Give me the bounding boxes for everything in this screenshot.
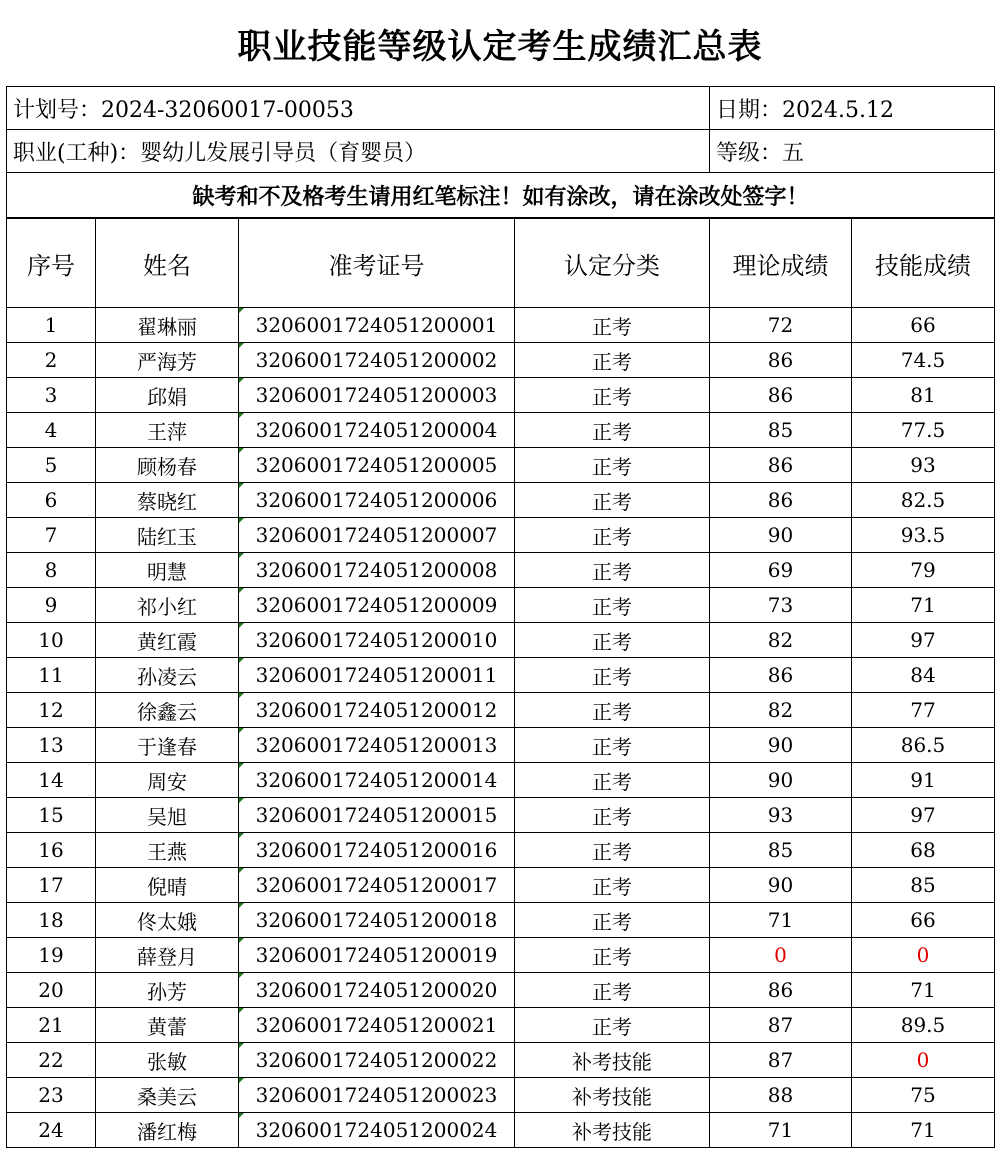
cell-name[interactable]: 蔡晓红 <box>96 483 239 518</box>
text-format-marker-icon <box>239 448 244 453</box>
cell-category[interactable]: 正考 <box>515 938 710 973</box>
cell-name[interactable]: 王萍 <box>96 413 239 448</box>
table-row <box>7 1008 995 1043</box>
text-format-marker-icon <box>239 903 244 908</box>
table-row <box>7 728 995 763</box>
text-format-marker-icon <box>239 483 244 488</box>
cell-category[interactable]: 补考技能 <box>515 1078 710 1113</box>
cell-name[interactable]: 王燕 <box>96 833 239 868</box>
cell-skill-score[interactable]: 68 <box>852 833 995 868</box>
cell-exam-id[interactable]: 3206001724051200003 <box>239 378 515 413</box>
table-row <box>7 448 995 483</box>
cell-category[interactable]: 正考 <box>515 483 710 518</box>
cell-index[interactable]: 18 <box>7 903 96 938</box>
cell-skill-score[interactable]: 86.5 <box>852 728 995 763</box>
cell-skill-score[interactable]: 91 <box>852 763 995 798</box>
table-row <box>7 518 995 553</box>
cell-index[interactable]: 17 <box>7 868 96 903</box>
cell-category[interactable]: 正考 <box>515 868 710 903</box>
cell-theory-score[interactable]: 71 <box>710 1113 852 1148</box>
notice-text[interactable]: 缺考和不及格考生请用红笔标注！如有涂改，请在涂改处签字！ <box>7 173 995 218</box>
text-format-marker-icon <box>239 1008 244 1013</box>
cell-index[interactable]: 4 <box>7 413 96 448</box>
cell-name[interactable]: 黄蕾 <box>96 1008 239 1043</box>
table-row <box>7 938 995 973</box>
cell-index[interactable]: 24 <box>7 1113 96 1148</box>
cell-index[interactable]: 16 <box>7 833 96 868</box>
table-row <box>7 903 995 938</box>
cell-skill-score[interactable]: 93.5 <box>852 518 995 553</box>
cell-index[interactable]: 7 <box>7 518 96 553</box>
cell-exam-id[interactable]: 3206001724051200019 <box>239 938 515 973</box>
cell-skill-score[interactable]: 85 <box>852 868 995 903</box>
cell-skill-score[interactable]: 66 <box>852 903 995 938</box>
cell-category[interactable]: 正考 <box>515 518 710 553</box>
table-row <box>7 1078 995 1113</box>
info-row-plan <box>7 87 995 130</box>
text-format-marker-icon <box>239 308 244 313</box>
cell-theory-score[interactable]: 87 <box>710 1008 852 1043</box>
cell-theory-score[interactable]: 90 <box>710 518 852 553</box>
col-header-skill-score[interactable]: 技能成绩 <box>852 219 995 308</box>
cell-name[interactable]: 薛登月 <box>96 938 239 973</box>
cell-skill-score[interactable]: 97 <box>852 798 995 833</box>
cell-name[interactable]: 倪晴 <box>96 868 239 903</box>
cell-skill-score[interactable]: 66 <box>852 308 995 343</box>
cell-category[interactable]: 正考 <box>515 833 710 868</box>
table-row <box>7 868 995 903</box>
cell-skill-score[interactable]: 77.5 <box>852 413 995 448</box>
cell-theory-score[interactable]: 86 <box>710 483 852 518</box>
cell-theory-score[interactable]: 88 <box>710 1078 852 1113</box>
text-format-marker-icon <box>239 588 244 593</box>
cell-name[interactable]: 孙凌云 <box>96 658 239 693</box>
info-row-occupation <box>7 130 995 173</box>
cell-category[interactable]: 补考技能 <box>515 1113 710 1148</box>
text-format-marker-icon <box>239 413 244 418</box>
cell-theory-score[interactable]: 86 <box>710 343 852 378</box>
table-row <box>7 308 995 343</box>
plan-number[interactable]: 计划号：2024-32060017-00053 <box>7 87 710 130</box>
col-header-index[interactable]: 序号 <box>7 219 96 308</box>
cell-name[interactable]: 潘红梅 <box>96 1113 239 1148</box>
table-row <box>7 763 995 798</box>
cell-category[interactable]: 正考 <box>515 448 710 483</box>
cell-theory-score[interactable]: 82 <box>710 623 852 658</box>
cell-name[interactable]: 周安 <box>96 763 239 798</box>
cell-index[interactable]: 12 <box>7 693 96 728</box>
cell-exam-id[interactable]: 3206001724051200010 <box>239 623 515 658</box>
table-row <box>7 553 995 588</box>
cell-exam-id[interactable]: 3206001724051200002 <box>239 343 515 378</box>
cell-index[interactable]: 20 <box>7 973 96 1008</box>
table-row <box>7 483 995 518</box>
score-table <box>6 218 995 1148</box>
cell-name[interactable]: 陆红玉 <box>96 518 239 553</box>
cell-exam-id[interactable]: 3206001724051200017 <box>239 868 515 903</box>
table-row <box>7 1043 995 1078</box>
table-row <box>7 413 995 448</box>
cell-exam-id[interactable]: 3206001724051200008 <box>239 553 515 588</box>
header-row <box>7 219 995 308</box>
cell-category[interactable]: 正考 <box>515 798 710 833</box>
cell-theory-score[interactable]: 90 <box>710 868 852 903</box>
table-row <box>7 378 995 413</box>
text-format-marker-icon <box>239 1078 244 1083</box>
cell-skill-score[interactable]: 0 <box>852 938 995 973</box>
table-row <box>7 588 995 623</box>
cell-theory-score[interactable]: 72 <box>710 308 852 343</box>
cell-index[interactable]: 9 <box>7 588 96 623</box>
table-row <box>7 798 995 833</box>
cell-category[interactable]: 正考 <box>515 973 710 1008</box>
cell-name[interactable]: 孙芳 <box>96 973 239 1008</box>
cell-exam-id[interactable]: 3206001724051200011 <box>239 658 515 693</box>
cell-category[interactable]: 正考 <box>515 903 710 938</box>
cell-theory-score[interactable]: 87 <box>710 1043 852 1078</box>
text-format-marker-icon <box>239 973 244 978</box>
text-format-marker-icon <box>239 518 244 523</box>
cell-name[interactable]: 黄红霞 <box>96 623 239 658</box>
cell-exam-id[interactable]: 3206001724051200020 <box>239 973 515 1008</box>
occupation[interactable]: 职业(工种)：婴幼儿发展引导员（育婴员） <box>7 130 710 173</box>
cell-category[interactable]: 正考 <box>515 1008 710 1043</box>
cell-exam-id[interactable]: 3206001724051200007 <box>239 518 515 553</box>
exam-date[interactable]: 日期：2024.5.12 <box>710 87 995 130</box>
col-header-category[interactable]: 认定分类 <box>515 219 710 308</box>
text-format-marker-icon <box>239 378 244 383</box>
cell-skill-score[interactable]: 79 <box>852 553 995 588</box>
cell-index[interactable]: 10 <box>7 623 96 658</box>
table-row <box>7 1113 995 1148</box>
cell-theory-score[interactable]: 86 <box>710 658 852 693</box>
sheet-title: 职业技能等级认定考生成绩汇总表 <box>237 26 763 67</box>
cell-exam-id[interactable]: 3206001724051200012 <box>239 693 515 728</box>
table-row <box>7 343 995 378</box>
cell-name[interactable]: 翟琳丽 <box>96 308 239 343</box>
cell-index[interactable]: 13 <box>7 728 96 763</box>
cell-category[interactable]: 正考 <box>515 553 710 588</box>
grade-level[interactable]: 等级：五 <box>710 130 995 173</box>
col-header-name[interactable]: 姓名 <box>96 219 239 308</box>
cell-name[interactable]: 张敏 <box>96 1043 239 1078</box>
cell-category[interactable]: 正考 <box>515 308 710 343</box>
cell-theory-score[interactable]: 73 <box>710 588 852 623</box>
cell-name[interactable]: 于逢春 <box>96 728 239 763</box>
cell-category[interactable]: 正考 <box>515 343 710 378</box>
cell-theory-score[interactable]: 82 <box>710 693 852 728</box>
table-row <box>7 833 995 868</box>
text-format-marker-icon <box>239 763 244 768</box>
cell-category[interactable]: 正考 <box>515 588 710 623</box>
cell-skill-score[interactable]: 84 <box>852 658 995 693</box>
cell-name[interactable]: 邱娟 <box>96 378 239 413</box>
text-format-marker-icon <box>239 1113 244 1118</box>
cell-name[interactable]: 佟太娥 <box>96 903 239 938</box>
cell-name[interactable]: 徐鑫云 <box>96 693 239 728</box>
cell-exam-id[interactable]: 3206001724051200018 <box>239 903 515 938</box>
cell-skill-score[interactable]: 71 <box>852 1113 995 1148</box>
cell-name[interactable]: 明慧 <box>96 553 239 588</box>
cell-skill-score[interactable]: 71 <box>852 588 995 623</box>
text-format-marker-icon <box>239 693 244 698</box>
cell-index[interactable]: 8 <box>7 553 96 588</box>
score-rows <box>7 308 995 1148</box>
cell-category[interactable]: 补考技能 <box>515 1043 710 1078</box>
cell-skill-score[interactable]: 71 <box>852 973 995 1008</box>
cell-name[interactable]: 祁小红 <box>96 588 239 623</box>
cell-name[interactable]: 顾杨春 <box>96 448 239 483</box>
cell-theory-score[interactable]: 0 <box>710 938 852 973</box>
cell-category[interactable]: 正考 <box>515 728 710 763</box>
cell-skill-score[interactable]: 82.5 <box>852 483 995 518</box>
text-format-marker-icon <box>239 798 244 803</box>
cell-theory-score[interactable]: 86 <box>710 378 852 413</box>
cell-theory-score[interactable]: 85 <box>710 413 852 448</box>
text-format-marker-icon <box>239 868 244 873</box>
cell-index[interactable]: 11 <box>7 658 96 693</box>
cell-exam-id[interactable]: 3206001724051200004 <box>239 413 515 448</box>
cell-exam-id[interactable]: 3206001724051200016 <box>239 833 515 868</box>
text-format-marker-icon <box>239 833 244 838</box>
cell-exam-id[interactable]: 3206001724051200022 <box>239 1043 515 1078</box>
cell-theory-score[interactable]: 86 <box>710 973 852 1008</box>
cell-exam-id[interactable]: 3206001724051200006 <box>239 483 515 518</box>
cell-exam-id[interactable]: 3206001724051200024 <box>239 1113 515 1148</box>
cell-index[interactable]: 23 <box>7 1078 96 1113</box>
table-row <box>7 973 995 1008</box>
text-format-marker-icon <box>239 623 244 628</box>
text-format-marker-icon <box>239 938 244 943</box>
cell-skill-score[interactable]: 81 <box>852 378 995 413</box>
cell-theory-score[interactable]: 85 <box>710 833 852 868</box>
text-format-marker-icon <box>239 658 244 663</box>
cell-exam-id[interactable]: 3206001724051200021 <box>239 1008 515 1043</box>
cell-index[interactable]: 15 <box>7 798 96 833</box>
col-header-theory-score[interactable]: 理论成绩 <box>710 219 852 308</box>
cell-skill-score[interactable]: 75 <box>852 1078 995 1113</box>
cell-theory-score[interactable]: 71 <box>710 903 852 938</box>
cell-theory-score[interactable]: 86 <box>710 448 852 483</box>
text-format-marker-icon <box>239 728 244 733</box>
table-row <box>7 658 995 693</box>
cell-skill-score[interactable]: 77 <box>852 693 995 728</box>
col-header-exam-id[interactable]: 准考证号 <box>239 219 515 308</box>
text-format-marker-icon <box>239 553 244 558</box>
info-table <box>6 86 995 218</box>
table-row <box>7 623 995 658</box>
text-format-marker-icon <box>239 1043 244 1048</box>
cell-category[interactable]: 正考 <box>515 413 710 448</box>
cell-category[interactable]: 正考 <box>515 658 710 693</box>
cell-theory-score[interactable]: 69 <box>710 553 852 588</box>
cell-index[interactable]: 6 <box>7 483 96 518</box>
cell-index[interactable]: 19 <box>7 938 96 973</box>
cell-index[interactable]: 14 <box>7 763 96 798</box>
cell-exam-id[interactable]: 3206001724051200001 <box>239 308 515 343</box>
cell-exam-id[interactable]: 3206001724051200013 <box>239 728 515 763</box>
cell-exam-id[interactable]: 3206001724051200005 <box>239 448 515 483</box>
cell-exam-id[interactable]: 3206001724051200009 <box>239 588 515 623</box>
cell-skill-score[interactable]: 89.5 <box>852 1008 995 1043</box>
cell-exam-id[interactable]: 3206001724051200015 <box>239 798 515 833</box>
info-row-notice <box>7 173 995 218</box>
cell-skill-score[interactable]: 74.5 <box>852 343 995 378</box>
cell-exam-id[interactable]: 3206001724051200014 <box>239 763 515 798</box>
cell-theory-score[interactable]: 90 <box>710 728 852 763</box>
cell-index[interactable]: 22 <box>7 1043 96 1078</box>
cell-category[interactable]: 正考 <box>515 763 710 798</box>
cell-category[interactable]: 正考 <box>515 693 710 728</box>
cell-skill-score[interactable]: 93 <box>852 448 995 483</box>
cell-category[interactable]: 正考 <box>515 623 710 658</box>
cell-index[interactable]: 21 <box>7 1008 96 1043</box>
cell-exam-id[interactable]: 3206001724051200023 <box>239 1078 515 1113</box>
text-format-marker-icon <box>239 343 244 348</box>
cell-theory-score[interactable]: 90 <box>710 763 852 798</box>
cell-name[interactable]: 严海芳 <box>96 343 239 378</box>
cell-index[interactable]: 2 <box>7 343 96 378</box>
cell-skill-score[interactable]: 0 <box>852 1043 995 1078</box>
cell-category[interactable]: 正考 <box>515 378 710 413</box>
cell-index[interactable]: 5 <box>7 448 96 483</box>
cell-skill-score[interactable]: 97 <box>852 623 995 658</box>
cell-index[interactable]: 1 <box>7 308 96 343</box>
cell-name[interactable]: 桑美云 <box>96 1078 239 1113</box>
table-row <box>7 693 995 728</box>
cell-index[interactable]: 3 <box>7 378 96 413</box>
cell-theory-score[interactable]: 93 <box>710 798 852 833</box>
cell-name[interactable]: 吴旭 <box>96 798 239 833</box>
